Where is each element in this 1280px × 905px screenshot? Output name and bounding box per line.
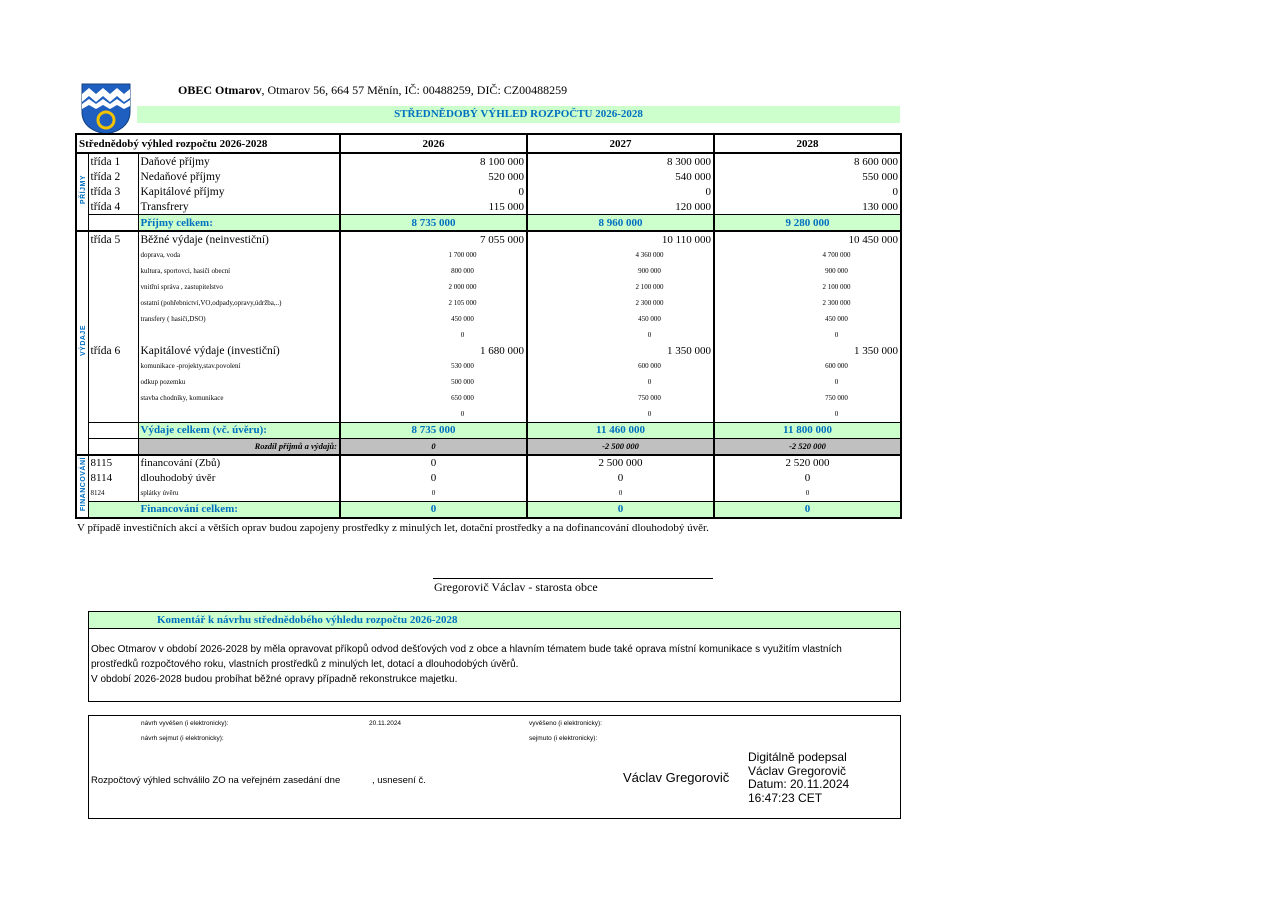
expense-side-label [76, 231, 88, 455]
table-header-row [76, 134, 901, 153]
class-name: Nedaňové příjmy [138, 169, 340, 184]
amount: 1 680 000 [340, 343, 527, 358]
class-name: Daňové příjmy [138, 153, 340, 169]
item-amount: 4 360 000 [527, 247, 714, 263]
total-amount: 9 280 000 [714, 215, 901, 232]
item-amount: 4 700 000 [714, 247, 901, 263]
year-header: 2028 [714, 134, 901, 153]
difference-amount: 0 [340, 438, 527, 455]
item-amount: 2 105 000 [340, 295, 527, 311]
blank-cell [88, 295, 138, 311]
item-amount: 0 [527, 486, 714, 502]
table-row [76, 311, 901, 327]
class-code: třída 5 [88, 231, 138, 247]
total-amount: 8 960 000 [527, 215, 714, 232]
blank-cell [88, 422, 138, 438]
item-amount: 0 [714, 471, 901, 486]
mayor-signature-name: Gregorovič Václav - starosta obce [434, 580, 598, 594]
class-name: Kapitálové příjmy [138, 184, 340, 199]
item-name: ostatní (pohřebnictví,VO,odpady,opravy,údržba,..) [138, 295, 340, 311]
total-amount: 8 735 000 [340, 422, 527, 438]
amount: 540 000 [527, 169, 714, 184]
resolution-text: , usnesení č. [372, 775, 426, 786]
organization-name: OBEC Otmarov [178, 83, 262, 97]
blank-cell [88, 374, 138, 390]
difference-label: Rozdíl příjmů a výdajů: [138, 438, 340, 455]
total-amount: 0 [714, 501, 901, 518]
table-row [76, 279, 901, 295]
item-amount: 0 [340, 406, 527, 422]
amount: 120 000 [527, 199, 714, 215]
amount: 1 350 000 [714, 343, 901, 358]
table-row [76, 184, 901, 199]
item-amount: 0 [340, 455, 527, 471]
item-name: odkup pozemku [138, 374, 340, 390]
total-amount: 8 735 000 [340, 215, 527, 232]
digital-signature-line: Datum: 20.11.2024 [748, 777, 850, 791]
blank-cell [88, 358, 138, 374]
table-row [76, 486, 901, 502]
organization-line [178, 83, 567, 98]
digital-signature-line: 16:47:23 CET [748, 790, 823, 805]
item-amount: 0 [527, 406, 714, 422]
item-amount: 650 000 [340, 390, 527, 406]
item-amount: 2 000 000 [340, 279, 527, 295]
amount: 0 [340, 184, 527, 199]
blank-cell [88, 311, 138, 327]
item-amount: 750 000 [714, 390, 901, 406]
item-amount: 2 500 000 [527, 455, 714, 471]
table-row [76, 231, 901, 247]
financing-note: V případě investičních akcí a větších oprav budou zapojeny prostředky z minulých let, dotační prostředky a na dofinancování dlouhodobý úvěr. [77, 522, 709, 534]
publication-box [88, 715, 901, 819]
comment-line: prostředků rozpočtového roku, vlastních prostředků z minulých let, dotací a dlouhodobých úvěrů. [91, 659, 519, 670]
item-amount: 0 [340, 486, 527, 502]
item-amount: 800 000 [340, 263, 527, 279]
comment-box [88, 611, 901, 702]
table-row [76, 247, 901, 263]
digital-signature-block [748, 751, 849, 805]
class-code: třída 4 [88, 199, 138, 215]
item-amount: 600 000 [714, 358, 901, 374]
table-row [76, 374, 901, 390]
item-amount: 0 [714, 406, 901, 422]
item-amount: 0 [340, 471, 527, 486]
table-corner-label: Střednědobý výhled rozpočtu 2026-2028 [76, 134, 340, 153]
comment-body [89, 629, 900, 687]
blank-cell [88, 263, 138, 279]
item-name: dlouhodobý úvěr [138, 471, 340, 486]
item-amount: 600 000 [527, 358, 714, 374]
total-amount: 0 [340, 501, 527, 518]
comment-title: Komentář k návrhu střednědobého výhledu rozpočtu 2026-2028 [89, 612, 900, 629]
income-total-row [76, 215, 901, 232]
table-row [76, 199, 901, 215]
organization-details: , Otmarov 56, 664 57 Měnín, IČ: 00488259, DIČ: CZ00488259 [261, 83, 568, 97]
table-row [76, 295, 901, 311]
financing-total-row [76, 501, 901, 518]
item-name [138, 406, 340, 422]
table-row [76, 343, 901, 358]
posted-label: návrh vyvěšen (i elektronicky): [141, 720, 229, 727]
blank-cell [88, 406, 138, 422]
financing-side-label [76, 455, 88, 518]
table-row [76, 406, 901, 422]
table-row [76, 153, 901, 169]
table-row [76, 263, 901, 279]
class-name: Běžné výdaje (neinvestiční) [138, 231, 340, 247]
item-amount: 450 000 [340, 311, 527, 327]
table-row [76, 455, 901, 471]
taken-label: sejmuto (i elektronicky): [529, 735, 598, 742]
difference-amount: -2 500 000 [527, 438, 714, 455]
item-amount: 2 300 000 [527, 295, 714, 311]
budget-outlook-table [75, 133, 902, 519]
item-amount: 0 [527, 471, 714, 486]
amount: 115 000 [340, 199, 527, 215]
item-amount: 900 000 [527, 263, 714, 279]
class-name: Transfrery [138, 199, 340, 215]
removed-label: návrh sejmut (i elektronicky): [141, 735, 224, 742]
item-name: komunikace -projekty,stav.povolení [138, 358, 340, 374]
total-amount: 0 [527, 501, 714, 518]
posted-date: 20.11.2024 [369, 720, 402, 727]
total-label: Financování celkem: [88, 501, 340, 518]
class-code: třída 2 [88, 169, 138, 184]
item-amount: 0 [527, 327, 714, 343]
amount: 10 450 000 [714, 231, 901, 247]
blank-cell [88, 438, 138, 455]
item-amount: 0 [527, 374, 714, 390]
item-amount: 0 [714, 374, 901, 390]
item-amount: 900 000 [714, 263, 901, 279]
difference-row [76, 438, 901, 455]
table-row [76, 471, 901, 486]
digital-signature-line: Digitálně podepsal [748, 750, 847, 764]
item-code: 8115 [88, 455, 138, 471]
hung-label: vyvěšeno (i elektronicky): [529, 720, 602, 727]
class-code: třída 6 [88, 343, 138, 358]
item-code: 8114 [88, 471, 138, 486]
year-header: 2026 [340, 134, 527, 153]
expense-total-row [76, 422, 901, 438]
item-name: kultura, sportovci, hasiči obecní [138, 263, 340, 279]
item-amount: 1 700 000 [340, 247, 527, 263]
blank-cell [88, 215, 138, 232]
item-amount: 0 [340, 327, 527, 343]
item-amount: 750 000 [527, 390, 714, 406]
approval-text: Rozpočtový výhled schválilo ZO na veřejném zasedání dne [91, 775, 341, 786]
financing-label-text: FINANCOVÁNÍ [80, 456, 87, 512]
table-row [76, 327, 901, 343]
class-name: Kapitálové výdaje (investiční) [138, 343, 340, 358]
table-row [76, 390, 901, 406]
document-title: STŘEDNĚDOBÝ VÝHLED ROZPOČTU 2026-2028 [137, 106, 900, 123]
income-label-text: PŘÍJMY [80, 175, 87, 205]
digital-signature-line: Václav Gregorovič [748, 763, 847, 778]
item-amount: 450 000 [527, 311, 714, 327]
item-amount: 450 000 [714, 311, 901, 327]
total-amount: 11 800 000 [714, 422, 901, 438]
item-name: financování (Zbů) [138, 455, 340, 471]
total-label: Výdaje celkem (vč. úvěru): [138, 422, 340, 438]
item-name [138, 327, 340, 343]
table-row [76, 169, 901, 184]
amount: 0 [714, 184, 901, 199]
class-code: třída 3 [88, 184, 138, 199]
amount: 8 100 000 [340, 153, 527, 169]
amount: 550 000 [714, 169, 901, 184]
item-amount: 0 [714, 486, 901, 502]
amount: 130 000 [714, 199, 901, 215]
blank-cell [88, 390, 138, 406]
signer-name: Václav Gregorovič [623, 770, 730, 785]
class-code: třída 1 [88, 153, 138, 169]
signature-line [433, 578, 713, 579]
blank-cell [88, 247, 138, 263]
table-row [76, 358, 901, 374]
item-amount: 2 300 000 [714, 295, 901, 311]
amount: 520 000 [340, 169, 527, 184]
amount: 7 055 000 [340, 231, 527, 247]
amount: 0 [527, 184, 714, 199]
item-name: transfery ( hasiči,DSO) [138, 311, 340, 327]
item-amount: 530 000 [340, 358, 527, 374]
item-name: stavba chodníky, komunikace [138, 390, 340, 406]
municipality-crest-icon [80, 82, 132, 134]
comment-line: Obec Otmarov v období 2026-2028 by měla opravovat příkopů odvod dešťových vod z obce a hlavním tématem bude také oprava místní komunikace s využitím vlastních [91, 644, 842, 655]
item-name: vnitřní správa , zastupitelstvo [138, 279, 340, 295]
difference-amount: -2 520 000 [714, 438, 901, 455]
expense-label-text: VÝDAJE [80, 325, 87, 357]
item-code: 8124 [88, 486, 138, 502]
item-name: splátky úvěru [138, 486, 340, 502]
comment-line: V období 2026-2028 budou probíhat běžné opravy případně rekonstrukce majetku. [91, 674, 458, 685]
item-amount: 2 100 000 [527, 279, 714, 295]
amount: 1 350 000 [527, 343, 714, 358]
year-header: 2027 [527, 134, 714, 153]
total-label: Příjmy celkem: [138, 215, 340, 232]
item-amount: 0 [714, 327, 901, 343]
blank-cell [88, 327, 138, 343]
amount: 10 110 000 [527, 231, 714, 247]
amount: 8 300 000 [527, 153, 714, 169]
blank-cell [88, 279, 138, 295]
total-amount: 11 460 000 [527, 422, 714, 438]
item-name: doprava, voda [138, 247, 340, 263]
item-amount: 2 520 000 [714, 455, 901, 471]
item-amount: 2 100 000 [714, 279, 901, 295]
item-amount: 500 000 [340, 374, 527, 390]
income-side-label [76, 153, 88, 231]
amount: 8 600 000 [714, 153, 901, 169]
